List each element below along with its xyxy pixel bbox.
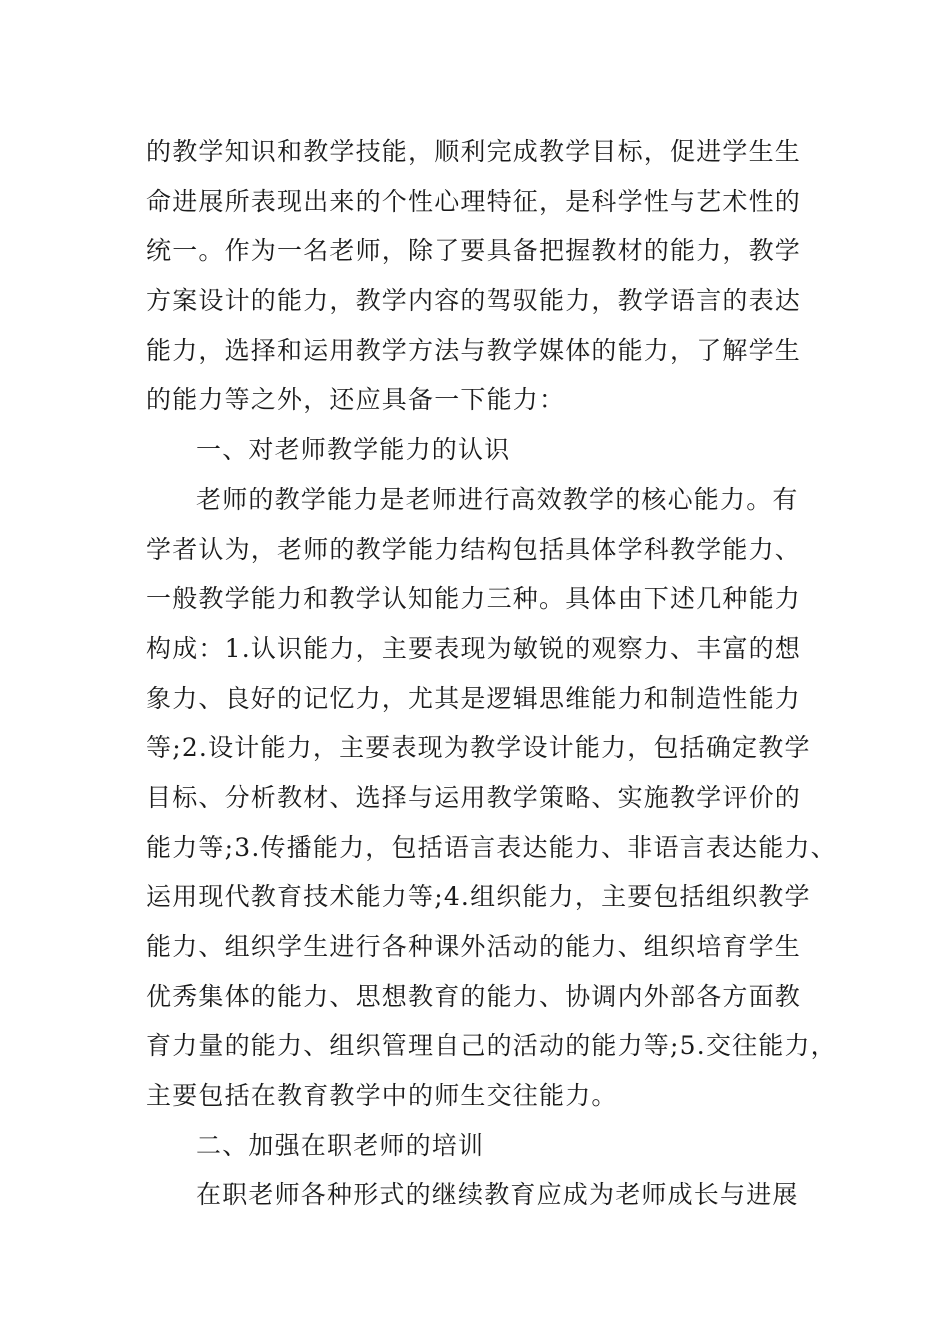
document-body xyxy=(146,127,837,1220)
paragraph-line: 运用现代教育技术能力等;4.组织能力，主要包括组织教学 xyxy=(146,882,811,912)
paragraph-line: 构成：1.认识能力，主要表现为敏锐的观察力、丰富的想 xyxy=(146,633,802,663)
paragraph-line: 优秀集体的能力、思想教育的能力、协调内外部各方面教 xyxy=(146,981,802,1011)
paragraph-line: 等;2.设计能力，主要表现为教学设计能力，包括确定教学 xyxy=(146,733,811,763)
paragraph-line: 的能力等之外，还应具备一下能力： xyxy=(146,385,566,415)
paragraph-line: 能力等;3.传播能力，包括语言表达能力、非语言表达能力、 xyxy=(146,832,837,862)
paragraph-line: 在职老师各种形式的继续教育应成为老师成长与进展 xyxy=(196,1180,799,1210)
section-heading: 一、对老师教学能力的认识 xyxy=(196,435,511,465)
paragraph-line: 统一。作为一名老师，除了要具备把握教材的能力，教学 xyxy=(146,236,802,266)
paragraph-line: 能力，选择和运用教学方法与教学媒体的能力，了解学生 xyxy=(146,335,802,365)
paragraph-line: 老师的教学能力是老师进行高效教学的核心能力。有 xyxy=(196,484,799,514)
paragraph-line: 能力、组织学生进行各种课外活动的能力、组织培育学生 xyxy=(146,932,802,961)
paragraph-line: 的教学知识和教学技能，顺利完成教学目标，促进学生生 xyxy=(146,137,802,166)
paragraph-line: 命进展所表现出来的个性心理特征，是科学性与艺术性的 xyxy=(146,186,802,216)
paragraph-line: 目标、分析教材、选择与运用教学策略、实施教学评价的 xyxy=(146,782,802,812)
paragraph-line: 象力、良好的记忆力，尤其是逻辑思维能力和制造性能力 xyxy=(146,683,802,713)
paragraph-line: 育力量的能力、组织管理自己的活动的能力等;5.交往能力， xyxy=(146,1031,837,1061)
paragraph-line: 主要包括在教育教学中的师生交往能力。 xyxy=(146,1081,618,1111)
section-heading: 二、加强在职老师的培训 xyxy=(196,1130,485,1160)
paragraph-line: 方案设计的能力，教学内容的驾驭能力，教学语言的表达 xyxy=(146,286,802,316)
paragraph-line: 一般教学能力和教学认知能力三种。具体由下述几种能力 xyxy=(146,584,802,614)
paragraph-line: 学者认为，老师的教学能力结构包括具体学科教学能力、 xyxy=(146,534,802,564)
